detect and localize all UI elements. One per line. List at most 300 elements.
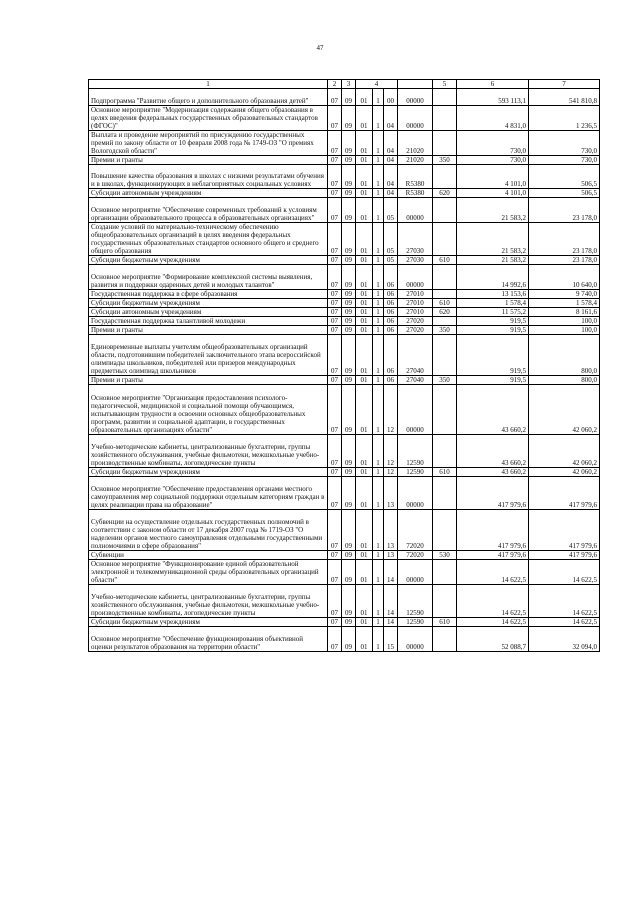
subsection-code-cell: 09 [342,105,356,130]
table-row [89,617,600,626]
subprogram-code-cell: 1 [373,617,384,626]
expense-type-code-cell: 530 [433,550,457,559]
subprogram-code-cell: 1 [373,223,384,256]
table-row [89,385,600,435]
amount-year-2-cell: 417 979,6 [529,476,600,509]
section-code-cell: 07 [328,550,342,559]
amount-year-2-cell: 730,0 [529,155,600,164]
direction-code-cell: 27030 [398,223,433,256]
direction-code-cell: 12590 [398,467,433,476]
activity-code-cell: 06 [384,334,398,375]
section-code-cell: 07 [328,467,342,476]
direction-code-cell: 27030 [398,256,433,265]
activity-code-cell: 06 [384,316,398,325]
amount-year-2-cell: 42 060,2 [529,434,600,467]
subprogram-code-cell: 1 [373,434,384,467]
section-code-cell: 07 [328,298,342,307]
subprogram-code-cell: 1 [373,385,384,435]
table-row [89,223,600,256]
amount-year-1-cell: 919,5 [457,316,529,325]
program-code-cell: 01 [356,155,373,164]
direction-code-cell: 00000 [398,626,433,651]
activity-code-cell: 06 [384,325,398,334]
table-row [89,559,600,584]
subsection-code-cell: 09 [342,256,356,265]
amount-year-2-cell: 506,5 [529,164,600,189]
expense-name-cell: Учебно-методические кабинеты, централизованные бухгалтерии, группы хозяйственного обслуживания, учебные фильмотеки, межшкольные учебно-производственные комбинаты, логопедические пункты [89,584,328,617]
expense-name-cell: Основное мероприятие "Формирование комплексной системы выявления, развития и поддержки одаренных детей и молодых талантов" [89,265,328,290]
header-cell [398,80,433,89]
expense-type-code-cell [433,89,457,106]
expense-type-code-cell [433,164,457,189]
amount-year-2-cell: 42 060,2 [529,385,600,435]
section-code-cell: 07 [328,509,342,550]
section-code-cell: 07 [328,316,342,325]
program-code-cell: 01 [356,289,373,298]
activity-code-cell: 14 [384,559,398,584]
expense-type-code-cell [433,434,457,467]
subsection-code-cell: 09 [342,189,356,198]
section-code-cell: 07 [328,334,342,375]
expense-name-cell: Государственная поддержка талантливой молодежи [89,316,328,325]
program-code-cell: 01 [356,189,373,198]
table-row [89,130,600,155]
direction-code-cell: 00000 [398,105,433,130]
expense-type-code-cell: 350 [433,325,457,334]
table-row [89,189,600,198]
expense-name-cell: Субвенции [89,550,328,559]
subprogram-code-cell: 1 [373,189,384,198]
amount-year-2-cell: 506,5 [529,189,600,198]
table-row [89,325,600,334]
program-code-cell: 01 [356,434,373,467]
expense-name-cell: Субсидии бюджетным учреждениям [89,617,328,626]
section-code-cell: 07 [328,265,342,290]
subprogram-code-cell: 1 [373,559,384,584]
amount-year-2-cell: 800,0 [529,376,600,385]
expense-name-cell: Создание условий по материально-техническому обеспечению общеобразовательных организаций в целях введения федеральных государственных образовательных стандартов основного общего и среднего общего образования [89,223,328,256]
amount-year-1-cell: 43 660,2 [457,385,529,435]
expense-name-cell: Основное мероприятие "Модернизация содержания общего образования в целях введения федеральных государственных образовательных стандартов (ФГОС)" [89,105,328,130]
subprogram-code-cell: 1 [373,467,384,476]
program-code-cell: 01 [356,105,373,130]
section-code-cell: 07 [328,476,342,509]
expense-type-code-cell [433,198,457,223]
table-row [89,155,600,164]
program-code-cell: 01 [356,307,373,316]
amount-year-1-cell: 43 660,2 [457,434,529,467]
subprogram-code-cell: 1 [373,198,384,223]
activity-code-cell: 13 [384,476,398,509]
expense-type-code-cell: 350 [433,155,457,164]
section-code-cell: 07 [328,189,342,198]
section-code-cell: 07 [328,559,342,584]
program-code-cell: 01 [356,265,373,290]
page-number: 47 [316,44,324,52]
table-row [89,89,600,106]
expense-type-code-cell [433,626,457,651]
activity-code-cell: 13 [384,550,398,559]
expense-name-cell: Премии и гранты [89,325,328,334]
header-cell: 6 [457,80,529,89]
subsection-code-cell: 09 [342,89,356,106]
subprogram-code-cell: 1 [373,289,384,298]
table-row [89,164,600,189]
subprogram-code-cell: 1 [373,89,384,106]
expense-name-cell: Основное мероприятие "Обеспечение предоставления органами местного самоуправления мер социальной поддержки отдельным категориям граждан в целях реализации права на образование" [89,476,328,509]
section-code-cell: 07 [328,307,342,316]
amount-year-1-cell: 919,5 [457,334,529,375]
subsection-code-cell: 09 [342,265,356,290]
table-row [89,105,600,130]
amount-year-2-cell: 23 178,0 [529,256,600,265]
program-code-cell: 01 [356,334,373,375]
expense-type-code-cell: 610 [433,467,457,476]
amount-year-2-cell: 1 236,5 [529,105,600,130]
program-code-cell: 01 [356,223,373,256]
subsection-code-cell: 09 [342,584,356,617]
section-code-cell: 07 [328,155,342,164]
amount-year-1-cell: 417 979,6 [457,550,529,559]
amount-year-1-cell: 919,5 [457,376,529,385]
expense-type-code-cell [433,476,457,509]
amount-year-2-cell: 8 161,6 [529,307,600,316]
direction-code-cell: 00000 [398,89,433,106]
direction-code-cell: 27010 [398,289,433,298]
amount-year-2-cell: 800,0 [529,334,600,375]
activity-code-cell: 04 [384,130,398,155]
expense-name-cell: Повышение качества образования в школах с низкими результатами обучения и в школах, функционирующих в неблагоприятных социальных условиях [89,164,328,189]
section-code-cell: 07 [328,164,342,189]
subprogram-code-cell: 1 [373,105,384,130]
expense-type-code-cell [433,559,457,584]
header-row [89,80,600,89]
activity-code-cell: 04 [384,105,398,130]
program-code-cell: 01 [356,130,373,155]
expense-name-cell: Основное мероприятие "Функционирование единой образовательной электронной и телекоммуникационной среды образовательных организаций области" [89,559,328,584]
amount-year-2-cell: 541 810,8 [529,89,600,106]
amount-year-1-cell: 21 583,2 [457,223,529,256]
direction-code-cell: 27010 [398,307,433,316]
table-row [89,509,600,550]
amount-year-1-cell: 14 992,6 [457,265,529,290]
section-code-cell: 07 [328,256,342,265]
direction-code-cell: 00000 [398,476,433,509]
direction-code-cell: 00000 [398,198,433,223]
subprogram-code-cell: 1 [373,298,384,307]
amount-year-1-cell: 43 660,2 [457,467,529,476]
header-cell: 2 [328,80,342,89]
expense-name-cell: Субсидии автономным учреждениям [89,307,328,316]
direction-code-cell: 27020 [398,325,433,334]
subprogram-code-cell: 1 [373,265,384,290]
amount-year-2-cell: 42 060,2 [529,467,600,476]
expense-name-cell: Учебно-методические кабинеты, централизованные бухгалтерии, группы хозяйственного обслуживания, учебные фильмотеки, межшкольные учебно-производственные комбинаты, логопедические пункты [89,434,328,467]
amount-year-1-cell: 52 088,7 [457,626,529,651]
expense-name-cell: Основное мероприятие "Обеспечение функционирования объективной оценки результатов образования на территории области" [89,626,328,651]
direction-code-cell: 12590 [398,617,433,626]
activity-code-cell: 13 [384,509,398,550]
activity-code-cell: 04 [384,164,398,189]
table-row [89,289,600,298]
expense-name-cell: Премии и гранты [89,376,328,385]
section-code-cell: 07 [328,626,342,651]
subprogram-code-cell: 1 [373,130,384,155]
subsection-code-cell: 09 [342,476,356,509]
activity-code-cell: 12 [384,385,398,435]
subprogram-code-cell: 1 [373,626,384,651]
program-code-cell: 01 [356,467,373,476]
expense-type-code-cell [433,385,457,435]
section-code-cell: 07 [328,105,342,130]
expense-type-code-cell [433,316,457,325]
subsection-code-cell: 09 [342,559,356,584]
activity-code-cell: 06 [384,376,398,385]
amount-year-1-cell: 4 101,0 [457,189,529,198]
subprogram-code-cell: 1 [373,325,384,334]
expense-type-code-cell [433,223,457,256]
program-code-cell: 01 [356,509,373,550]
direction-code-cell: 00000 [398,385,433,435]
direction-code-cell: 27040 [398,334,433,375]
amount-year-2-cell: 10 640,0 [529,265,600,290]
subprogram-code-cell: 1 [373,584,384,617]
activity-code-cell: 05 [384,223,398,256]
activity-code-cell: 15 [384,626,398,651]
direction-code-cell: 12590 [398,434,433,467]
amount-year-2-cell: 100,0 [529,316,600,325]
program-code-cell: 01 [356,164,373,189]
subsection-code-cell: 09 [342,223,356,256]
amount-year-1-cell: 730,0 [457,155,529,164]
program-code-cell: 01 [356,325,373,334]
amount-year-2-cell: 1 578,4 [529,298,600,307]
expense-name-cell: Выплата и проведение мероприятий по присуждению государственных премий по закону области от 10 февраля 2008 года № 1749-ОЗ "О премиях Вологодской области" [89,130,328,155]
amount-year-1-cell: 919,5 [457,325,529,334]
table-row [89,626,600,651]
subsection-code-cell: 09 [342,164,356,189]
amount-year-1-cell: 417 979,6 [457,476,529,509]
amount-year-1-cell: 4 101,0 [457,164,529,189]
amount-year-1-cell: 593 113,1 [457,89,529,106]
subsection-code-cell: 09 [342,155,356,164]
expense-type-code-cell: 350 [433,376,457,385]
expense-type-code-cell: 620 [433,307,457,316]
header-cell: 7 [529,80,600,89]
table-row [89,476,600,509]
subsection-code-cell: 09 [342,130,356,155]
section-code-cell: 07 [328,130,342,155]
subprogram-code-cell: 1 [373,334,384,375]
expense-name-cell: Единовременные выплаты учителям общеобразовательных организаций области, подготовившим победителей заключительного этапа всероссийской олимпиады школьников, победителей или призеров международных предметных олимпиад школьников [89,334,328,375]
subsection-code-cell: 09 [342,550,356,559]
expense-type-code-cell: 610 [433,298,457,307]
table-row [89,467,600,476]
program-code-cell: 01 [356,198,373,223]
amount-year-1-cell: 14 622,5 [457,584,529,617]
amount-year-1-cell: 21 583,2 [457,198,529,223]
amount-year-1-cell: 14 622,5 [457,617,529,626]
table-row [89,265,600,290]
program-code-cell: 01 [356,316,373,325]
amount-year-1-cell: 1 578,4 [457,298,529,307]
amount-year-1-cell: 417 979,6 [457,509,529,550]
expense-type-code-cell [433,584,457,617]
amount-year-1-cell: 11 575,2 [457,307,529,316]
subprogram-code-cell: 1 [373,256,384,265]
section-code-cell: 07 [328,89,342,106]
program-code-cell: 01 [356,584,373,617]
expense-type-code-cell: 610 [433,256,457,265]
subprogram-code-cell: 1 [373,307,384,316]
expense-type-code-cell [433,105,457,130]
subsection-code-cell: 09 [342,325,356,334]
direction-code-cell: 00000 [398,559,433,584]
activity-code-cell: 06 [384,289,398,298]
subsection-code-cell: 09 [342,376,356,385]
amount-year-2-cell: 730,0 [529,130,600,155]
direction-code-cell: 27010 [398,298,433,307]
expense-name-cell: Субсидии бюджетным учреждениям [89,467,328,476]
section-code-cell: 07 [328,584,342,617]
amount-year-2-cell: 417 979,6 [529,550,600,559]
table-body [89,89,600,652]
header-cell: 4 [356,80,398,89]
direction-code-cell: 27040 [398,376,433,385]
subprogram-code-cell: 1 [373,476,384,509]
expense-name-cell: Субсидии бюджетным учреждениям [89,256,328,265]
section-code-cell: 07 [328,289,342,298]
subprogram-code-cell: 1 [373,509,384,550]
subsection-code-cell: 09 [342,298,356,307]
subprogram-code-cell: 1 [373,316,384,325]
header-cell: 5 [433,80,457,89]
subprogram-code-cell: 1 [373,376,384,385]
expense-name-cell: Премии и гранты [89,155,328,164]
table-row [89,434,600,467]
amount-year-1-cell: 730,0 [457,130,529,155]
program-code-cell: 01 [356,626,373,651]
program-code-cell: 01 [356,559,373,584]
activity-code-cell: 00 [384,89,398,106]
amount-year-2-cell: 32 094,0 [529,626,600,651]
expense-name-cell: Субвенции на осуществление отдельных государственных полномочий в соответствии с законом области от 17 декабря 2007 года № 1719-ОЗ "О наделении органов местного самоуправления отдельными государственными полномочиями в сфере образования" [89,509,328,550]
activity-code-cell: 04 [384,155,398,164]
section-code-cell: 07 [328,198,342,223]
table-row [89,316,600,325]
table-row [89,198,600,223]
amount-year-2-cell: 23 178,0 [529,223,600,256]
subsection-code-cell: 09 [342,289,356,298]
table-row [89,550,600,559]
section-code-cell: 07 [328,223,342,256]
expense-type-code-cell [433,509,457,550]
subprogram-code-cell: 1 [373,550,384,559]
amount-year-2-cell: 14 622,5 [529,559,600,584]
subsection-code-cell: 09 [342,385,356,435]
budget-table [88,79,600,652]
expense-type-code-cell: 610 [433,617,457,626]
section-code-cell: 07 [328,325,342,334]
table-row [89,334,600,375]
program-code-cell: 01 [356,476,373,509]
direction-code-cell: 21020 [398,155,433,164]
header-cell: 3 [342,80,356,89]
direction-code-cell: 27020 [398,316,433,325]
subsection-code-cell: 09 [342,617,356,626]
expense-type-code-cell [433,130,457,155]
activity-code-cell: 12 [384,467,398,476]
expense-name-cell: Подпрограмма "Развитие общего и дополнительного образования детей" [89,89,328,106]
subsection-code-cell: 09 [342,434,356,467]
activity-code-cell: 12 [384,434,398,467]
activity-code-cell: 14 [384,584,398,617]
header-cell: 1 [89,80,328,89]
table-row [89,376,600,385]
amount-year-2-cell: 14 622,5 [529,584,600,617]
expense-type-code-cell: 620 [433,189,457,198]
subsection-code-cell: 09 [342,334,356,375]
expense-name-cell: Государственная поддержка в сфере образования [89,289,328,298]
amount-year-1-cell: 14 622,5 [457,559,529,584]
activity-code-cell: 14 [384,617,398,626]
expense-name-cell: Основное мероприятие "Обеспечение современных требований к условиям организации образовательного процесса в образовательных организациях" [89,198,328,223]
program-code-cell: 01 [356,617,373,626]
direction-code-cell: R5380 [398,189,433,198]
subprogram-code-cell: 1 [373,164,384,189]
subprogram-code-cell: 1 [373,155,384,164]
subsection-code-cell: 09 [342,509,356,550]
program-code-cell: 01 [356,385,373,435]
direction-code-cell: 72020 [398,550,433,559]
expense-type-code-cell [433,289,457,298]
subsection-code-cell: 09 [342,316,356,325]
amount-year-2-cell: 100,0 [529,325,600,334]
direction-code-cell: 72020 [398,509,433,550]
activity-code-cell: 04 [384,189,398,198]
program-code-cell: 01 [356,298,373,307]
activity-code-cell: 06 [384,307,398,316]
amount-year-2-cell: 417 979,6 [529,509,600,550]
amount-year-1-cell: 13 153,6 [457,289,529,298]
section-code-cell: 07 [328,434,342,467]
direction-code-cell: 12590 [398,584,433,617]
expense-name-cell: Субсидии автономным учреждениям [89,189,328,198]
program-code-cell: 01 [356,376,373,385]
section-code-cell: 07 [328,376,342,385]
program-code-cell: 01 [356,89,373,106]
subsection-code-cell: 09 [342,198,356,223]
amount-year-1-cell: 21 583,2 [457,256,529,265]
amount-year-1-cell: 4 831,0 [457,105,529,130]
direction-code-cell: 00000 [398,265,433,290]
section-code-cell: 07 [328,385,342,435]
expense-name-cell: Субсидии бюджетным учреждениям [89,298,328,307]
subsection-code-cell: 09 [342,626,356,651]
amount-year-2-cell: 23 178,0 [529,198,600,223]
table-row [89,307,600,316]
subsection-code-cell: 09 [342,307,356,316]
activity-code-cell: 05 [384,256,398,265]
amount-year-2-cell: 9 740,0 [529,289,600,298]
program-code-cell: 01 [356,550,373,559]
direction-code-cell: R5380 [398,164,433,189]
direction-code-cell: 21020 [398,130,433,155]
expense-type-code-cell [433,265,457,290]
section-code-cell: 07 [328,617,342,626]
activity-code-cell: 06 [384,265,398,290]
expense-type-code-cell [433,334,457,375]
